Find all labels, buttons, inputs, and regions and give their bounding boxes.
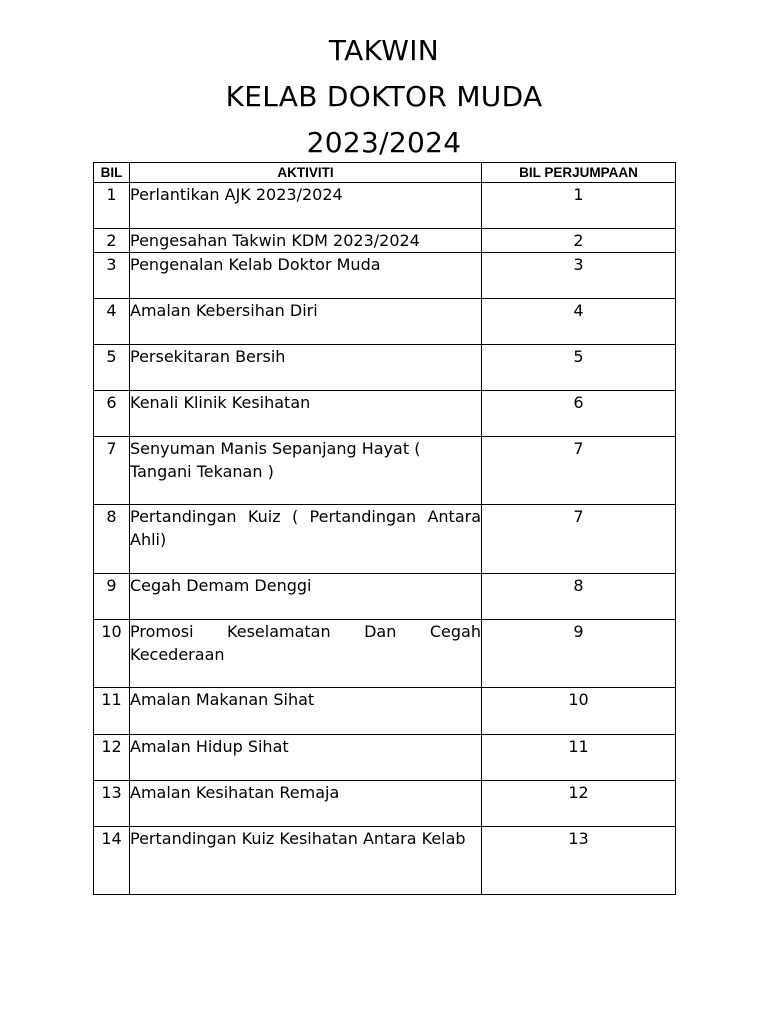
row-aktiviti: Kenali Klinik Kesihatan bbox=[130, 391, 482, 437]
row-aktiviti: Pengesahan Takwin KDM 2023/2024 bbox=[130, 229, 482, 253]
table-header-row bbox=[94, 163, 676, 183]
table-row bbox=[94, 229, 676, 253]
header-aktiviti: AKTIVITI bbox=[130, 163, 482, 183]
table-row bbox=[94, 391, 676, 437]
title-line-3: 2023/2024 bbox=[306, 126, 462, 159]
row-perjumpaan: 11 bbox=[482, 735, 676, 781]
row-perjumpaan: 12 bbox=[482, 781, 676, 827]
table-row bbox=[94, 620, 676, 688]
header-bil: BIL bbox=[94, 163, 130, 183]
row-bil: 11 bbox=[94, 688, 130, 735]
row-perjumpaan: 3 bbox=[482, 253, 676, 299]
row-bil: 14 bbox=[94, 827, 130, 895]
row-aktiviti: Pertandingan Kuiz Kesihatan Antara Kelab bbox=[130, 827, 482, 895]
row-perjumpaan: 13 bbox=[482, 827, 676, 895]
table-row bbox=[94, 253, 676, 299]
header-perjumpaan: BIL PERJUMPAAN bbox=[482, 163, 676, 183]
row-aktiviti: Perlantikan AJK 2023/2024 bbox=[130, 183, 482, 229]
table-row bbox=[94, 299, 676, 345]
row-bil: 10 bbox=[94, 620, 130, 688]
table-row bbox=[94, 505, 676, 574]
row-perjumpaan: 7 bbox=[482, 437, 676, 505]
row-bil: 2 bbox=[94, 229, 130, 253]
title-line-1: TAKWIN bbox=[328, 34, 440, 67]
table-row bbox=[94, 781, 676, 827]
row-perjumpaan: 8 bbox=[482, 574, 676, 620]
row-perjumpaan: 10 bbox=[482, 688, 676, 735]
table-row bbox=[94, 345, 676, 391]
row-bil: 13 bbox=[94, 781, 130, 827]
row-aktiviti: Amalan Kebersihan Diri bbox=[130, 299, 482, 345]
row-bil: 4 bbox=[94, 299, 130, 345]
row-bil: 1 bbox=[94, 183, 130, 229]
row-perjumpaan: 2 bbox=[482, 229, 676, 253]
row-bil: 7 bbox=[94, 437, 130, 505]
row-bil: 8 bbox=[94, 505, 130, 574]
row-perjumpaan: 5 bbox=[482, 345, 676, 391]
row-perjumpaan: 1 bbox=[482, 183, 676, 229]
row-aktiviti: Pengenalan Kelab Doktor Muda bbox=[130, 253, 482, 299]
table-row bbox=[94, 688, 676, 735]
table-row bbox=[94, 437, 676, 505]
row-aktiviti: Amalan Kesihatan Remaja bbox=[130, 781, 482, 827]
row-perjumpaan: 4 bbox=[482, 299, 676, 345]
row-aktiviti: Amalan Hidup Sihat bbox=[130, 735, 482, 781]
row-bil: 6 bbox=[94, 391, 130, 437]
row-perjumpaan: 9 bbox=[482, 620, 676, 688]
table-row bbox=[94, 827, 676, 895]
row-aktiviti: Senyuman Manis Sepanjang Hayat ( Tangani Tekanan ) bbox=[130, 437, 482, 505]
row-aktiviti: Persekitaran Bersih bbox=[130, 345, 482, 391]
row-bil: 5 bbox=[94, 345, 130, 391]
row-perjumpaan: 7 bbox=[482, 505, 676, 574]
row-aktiviti: Promosi Keselamatan Dan Cegah Kecederaan bbox=[130, 620, 482, 688]
row-aktiviti: Amalan Makanan Sihat bbox=[130, 688, 482, 735]
row-perjumpaan: 6 bbox=[482, 391, 676, 437]
row-aktiviti: Cegah Demam Denggi bbox=[130, 574, 482, 620]
row-bil: 12 bbox=[94, 735, 130, 781]
takwin-table bbox=[93, 162, 676, 895]
row-aktiviti: Pertandingan Kuiz ( Pertandingan Antara Ahli) bbox=[130, 505, 482, 574]
row-bil: 3 bbox=[94, 253, 130, 299]
row-bil: 9 bbox=[94, 574, 130, 620]
table-row bbox=[94, 183, 676, 229]
document-title bbox=[0, 28, 768, 166]
table-row bbox=[94, 574, 676, 620]
table-row bbox=[94, 735, 676, 781]
title-line-2: KELAB DOKTOR MUDA bbox=[225, 80, 543, 113]
